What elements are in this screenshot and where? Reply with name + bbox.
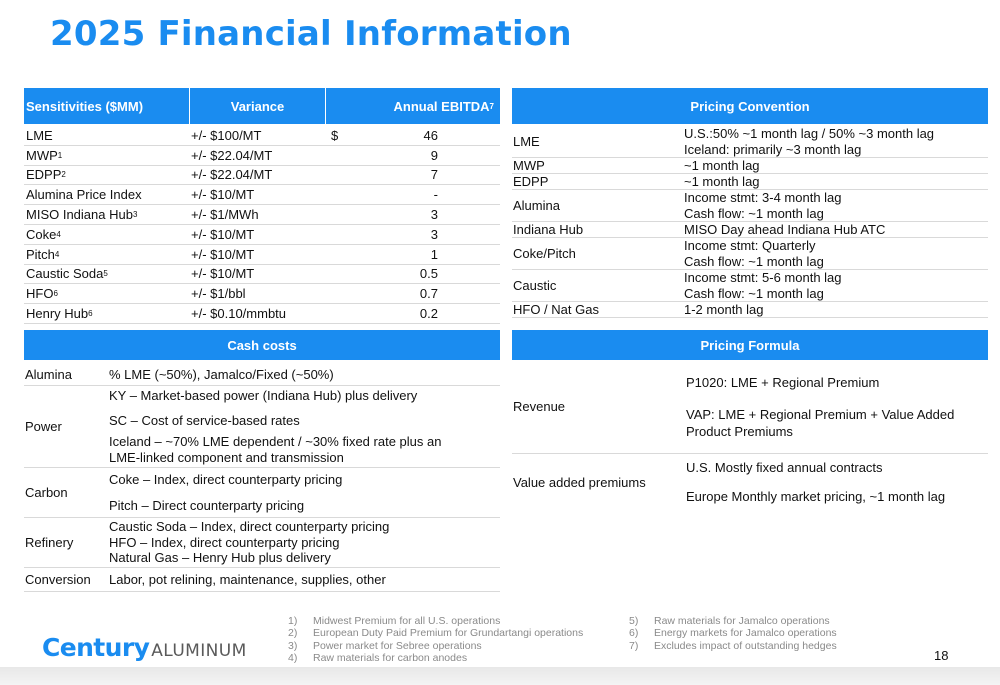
table-row bbox=[24, 284, 500, 304]
convention-item: Caustic bbox=[513, 278, 557, 293]
footnote-item bbox=[288, 615, 583, 627]
footnote-text: Midwest Premium for all U.S. operations bbox=[313, 615, 501, 627]
table-row bbox=[24, 166, 500, 186]
footnote-marker: 5 bbox=[103, 269, 108, 279]
header-annual-ebitda bbox=[325, 88, 500, 124]
sensitivity-ebitda-value: 9 bbox=[430, 147, 438, 163]
sensitivity-variance: +/- $22.04/MT bbox=[191, 147, 273, 163]
sensitivity-ebitda-value: 3 bbox=[430, 226, 438, 242]
sensitivity-item-label: Alumina Price Index bbox=[26, 187, 142, 203]
sensitivity-item-label: Henry Hub bbox=[26, 306, 89, 322]
table-row bbox=[512, 190, 988, 222]
sensitivity-item bbox=[24, 126, 189, 145]
table-row bbox=[24, 185, 500, 205]
sensitivity-item-label: MWP bbox=[26, 147, 58, 163]
sensitivity-ebitda-value: 46 bbox=[423, 127, 438, 143]
revenue-line-vap: VAP: LME + Regional Premium + Value Added bbox=[686, 406, 955, 422]
sensitivity-variance: +/- $0.10/mmbtu bbox=[191, 306, 287, 322]
convention-line: U.S.:50% ~1 month lag / 50% ~3 month lag bbox=[684, 125, 935, 141]
pricing-convention-header: Pricing Convention bbox=[512, 88, 988, 124]
pricing-formula-table bbox=[512, 330, 988, 510]
sensitivity-variance: +/- $1/bbl bbox=[191, 286, 246, 302]
cash-costs-table bbox=[24, 330, 500, 592]
sensitivity-item bbox=[24, 185, 189, 204]
cash-item-power: Power bbox=[25, 419, 62, 434]
convention-detail bbox=[684, 126, 988, 157]
refinery-line-gas: Natural Gas – Henry Hub plus delivery bbox=[109, 550, 331, 566]
header-ebitda-note: 7 bbox=[489, 101, 494, 111]
sensitivity-ebitda-value: - bbox=[433, 187, 438, 203]
footnote-item bbox=[629, 627, 837, 639]
sensitivity-ebitda bbox=[327, 245, 500, 264]
sensitivity-item bbox=[24, 146, 189, 165]
cash-row-refinery bbox=[24, 518, 500, 568]
sensitivity-item-label: Caustic Soda bbox=[26, 266, 104, 282]
logo-bold-text: Century bbox=[42, 633, 150, 662]
cash-item-alumina: Alumina bbox=[25, 367, 72, 382]
vap-line-europe: Europe Monthly market pricing, ~1 month lag bbox=[686, 489, 946, 504]
table-row bbox=[512, 302, 988, 318]
formula-item-revenue: Revenue bbox=[513, 399, 566, 414]
footnote-text: Raw materials for carbon anodes bbox=[313, 652, 468, 665]
footnote-marker: 3 bbox=[132, 210, 138, 220]
formula-row-vap bbox=[512, 454, 988, 510]
footnote-item bbox=[288, 652, 583, 664]
convention-line: Income stmt: 5-6 month lag bbox=[684, 269, 842, 285]
power-line-sc: SC – Cost of service-based rates bbox=[109, 412, 300, 428]
table-row bbox=[24, 205, 500, 225]
pricing-formula-header: Pricing Formula bbox=[512, 330, 988, 360]
footnote-number: 2) bbox=[288, 627, 298, 640]
table-row bbox=[24, 146, 500, 166]
cash-row-conversion bbox=[24, 568, 500, 592]
footnote-number: 5) bbox=[629, 615, 639, 627]
sensitivity-item bbox=[24, 245, 189, 264]
cash-item-conversion: Conversion bbox=[25, 572, 91, 587]
table-row bbox=[512, 270, 988, 302]
convention-item: LME bbox=[513, 134, 540, 149]
sensitivity-ebitda-value: 0.2 bbox=[419, 306, 438, 322]
cash-row-alumina bbox=[24, 364, 500, 386]
page-number: 18 bbox=[934, 648, 949, 663]
convention-detail bbox=[684, 270, 988, 301]
sensitivity-variance: +/- $10/MT bbox=[191, 187, 255, 203]
convention-detail bbox=[684, 158, 988, 173]
table-row bbox=[24, 304, 500, 324]
convention-detail bbox=[684, 238, 988, 269]
refinery-line-caustic: Caustic Soda – Index, direct counterparty pricing bbox=[109, 519, 390, 535]
sensitivity-ebitda-value: 1 bbox=[430, 246, 438, 262]
footnotes-left bbox=[288, 615, 583, 665]
table-row bbox=[24, 265, 500, 285]
sensitivity-ebitda-value: 7 bbox=[430, 167, 438, 183]
formula-row-revenue bbox=[512, 360, 988, 454]
revenue-line-vap-cont: Product Premiums bbox=[686, 423, 793, 439]
table-row bbox=[512, 222, 988, 238]
sensitivity-item-label: LME bbox=[26, 127, 53, 143]
cash-item-carbon: Carbon bbox=[25, 485, 68, 500]
formula-item-vap: Value added premiums bbox=[513, 474, 646, 490]
cash-row-carbon bbox=[24, 468, 500, 518]
power-line-ky: KY – Market-based power (Indiana Hub) plus delivery bbox=[109, 388, 418, 403]
sensitivity-variance: +/- $10/MT bbox=[191, 226, 255, 242]
header-variance: Variance bbox=[189, 88, 325, 124]
footnote-text: Raw materials for Jamalco operations bbox=[654, 615, 830, 627]
convention-line: Income stmt: Quarterly bbox=[684, 237, 816, 253]
page-title: 2025 Financial Information bbox=[50, 14, 572, 54]
sensitivities-table bbox=[24, 88, 500, 324]
convention-line: MISO Day ahead Indiana Hub ATC bbox=[684, 221, 886, 237]
sensitivity-ebitda-value: 0.5 bbox=[419, 266, 438, 282]
sensitivity-item bbox=[24, 265, 189, 284]
carbon-line-pitch: Pitch – Direct counterparty pricing bbox=[109, 497, 305, 513]
cash-text-conversion: Labor, pot relining, maintenance, supplies, other bbox=[109, 572, 386, 587]
convention-item: Coke/Pitch bbox=[513, 246, 576, 261]
carbon-line-coke: Coke – Index, direct counterparty pricing bbox=[109, 472, 343, 487]
convention-detail bbox=[684, 302, 988, 317]
footnote-text: European Duty Paid Premium for Grundartangi operations bbox=[313, 627, 584, 640]
cash-costs-header: Cash costs bbox=[24, 330, 500, 360]
table-row bbox=[512, 238, 988, 270]
sensitivity-ebitda bbox=[327, 265, 500, 284]
convention-line: ~1 month lag bbox=[684, 173, 760, 189]
sensitivity-item bbox=[24, 225, 189, 244]
formula-text-vap bbox=[686, 454, 988, 510]
convention-line: 1-2 month lag bbox=[684, 301, 764, 317]
logo-light-text: ALUMINUM bbox=[151, 641, 247, 661]
sensitivity-ebitda bbox=[327, 304, 500, 323]
power-line-iceland-cont: LME-linked component and transmission bbox=[109, 449, 344, 465]
sensitivity-ebitda bbox=[327, 225, 500, 244]
convention-line: Income stmt: 3-4 month lag bbox=[684, 189, 842, 205]
footnote-item bbox=[629, 640, 837, 652]
footnote-marker: 2 bbox=[61, 170, 66, 180]
table-row bbox=[512, 174, 988, 190]
sensitivity-ebitda bbox=[327, 126, 500, 145]
convention-item: EDPP bbox=[513, 174, 549, 189]
power-line-iceland: Iceland – ~70% LME dependent / ~30% fixed rate plus an bbox=[109, 434, 442, 449]
pricing-convention-table bbox=[512, 88, 988, 318]
footnote-number: 1) bbox=[288, 615, 298, 627]
sensitivity-ebitda bbox=[327, 146, 500, 165]
sensitivity-variance: +/- $100/MT bbox=[191, 127, 262, 143]
footnote-marker: 4 bbox=[54, 249, 60, 259]
cash-row-power bbox=[24, 386, 500, 468]
convention-detail bbox=[684, 222, 988, 237]
footnote-text: Power market for Sebree operations bbox=[313, 639, 482, 652]
footnote-item bbox=[288, 640, 583, 652]
sensitivity-ebitda-value: 3 bbox=[430, 207, 438, 223]
bottom-band bbox=[0, 667, 1000, 685]
header-ebitda-label: Annual EBITDA bbox=[393, 98, 490, 114]
sensitivity-ebitda bbox=[327, 185, 500, 204]
table-row bbox=[512, 158, 988, 174]
table-row bbox=[512, 126, 988, 158]
century-aluminum-logo bbox=[42, 633, 247, 662]
convention-line: Cash flow: ~1 month lag bbox=[684, 205, 824, 221]
cash-text-carbon bbox=[109, 468, 500, 517]
sensitivity-item-label: MISO Indiana Hub bbox=[26, 207, 133, 223]
convention-item: MWP bbox=[513, 158, 545, 173]
footnote-item bbox=[288, 627, 583, 639]
convention-detail bbox=[684, 174, 988, 189]
convention-detail bbox=[684, 190, 988, 221]
footnote-item bbox=[629, 615, 837, 627]
currency-symbol: $ bbox=[331, 127, 339, 143]
footnote-text: Excludes impact of outstanding hedges bbox=[654, 639, 837, 652]
sensitivity-variance: +/- $10/MT bbox=[191, 266, 255, 282]
convention-line: Iceland: primarily ~3 month lag bbox=[684, 141, 862, 157]
sensitivity-variance: +/- $10/MT bbox=[191, 246, 255, 262]
sensitivity-item-label: HFO bbox=[26, 286, 54, 302]
cash-text-refinery bbox=[109, 518, 500, 567]
revenue-line-p1020: P1020: LME + Regional Premium bbox=[686, 374, 880, 390]
formula-text-revenue bbox=[686, 360, 988, 453]
convention-item: HFO / Nat Gas bbox=[513, 302, 599, 317]
sensitivity-ebitda bbox=[327, 205, 500, 224]
sensitivity-item bbox=[24, 205, 189, 224]
sensitivity-item bbox=[24, 166, 189, 185]
sensitivity-item bbox=[24, 304, 189, 323]
cash-item-refinery: Refinery bbox=[25, 535, 74, 550]
convention-item: Indiana Hub bbox=[513, 222, 584, 237]
sensitivity-item-label: Pitch bbox=[26, 246, 55, 262]
sensitivity-variance: +/- $22.04/MT bbox=[191, 167, 273, 183]
convention-item: Alumina bbox=[513, 198, 560, 213]
sensitivity-ebitda bbox=[327, 166, 500, 185]
sensitivity-item-label: EDPP bbox=[26, 167, 62, 183]
footnote-number: 7) bbox=[629, 639, 639, 652]
footnote-marker: 4 bbox=[56, 229, 61, 239]
table-row bbox=[24, 245, 500, 265]
sensitivities-header bbox=[24, 88, 500, 124]
sensitivity-item-label: Coke bbox=[26, 226, 57, 242]
header-sensitivities: Sensitivities ($MM) bbox=[26, 98, 144, 114]
footnote-text: Energy markets for Jamalco operations bbox=[654, 627, 837, 640]
refinery-line-hfo: HFO – Index, direct counterparty pricing bbox=[109, 534, 340, 550]
table-row bbox=[24, 126, 500, 146]
footnote-marker: 6 bbox=[53, 289, 58, 299]
convention-line: ~1 month lag bbox=[684, 157, 760, 173]
footnote-number: 3) bbox=[288, 639, 298, 652]
footnote-marker: 1 bbox=[57, 150, 63, 160]
convention-line: Cash flow: ~1 month lag bbox=[684, 253, 824, 269]
vap-line-us: U.S. Mostly fixed annual contracts bbox=[686, 460, 883, 475]
footnotes-right bbox=[629, 615, 837, 652]
sensitivity-ebitda bbox=[327, 284, 500, 303]
footnote-marker: 6 bbox=[88, 309, 93, 319]
cash-text-power bbox=[109, 386, 500, 467]
sensitivity-item bbox=[24, 284, 189, 303]
cash-text-alumina: % LME (~50%), Jamalco/Fixed (~50%) bbox=[109, 367, 334, 382]
table-row bbox=[24, 225, 500, 245]
footnote-number: 6) bbox=[629, 627, 639, 640]
sensitivity-variance: +/- $1/MWh bbox=[191, 207, 259, 223]
sensitivity-ebitda-value: 0.7 bbox=[419, 286, 438, 302]
convention-line: Cash flow: ~1 month lag bbox=[684, 285, 824, 301]
footnote-number: 4) bbox=[288, 652, 298, 665]
